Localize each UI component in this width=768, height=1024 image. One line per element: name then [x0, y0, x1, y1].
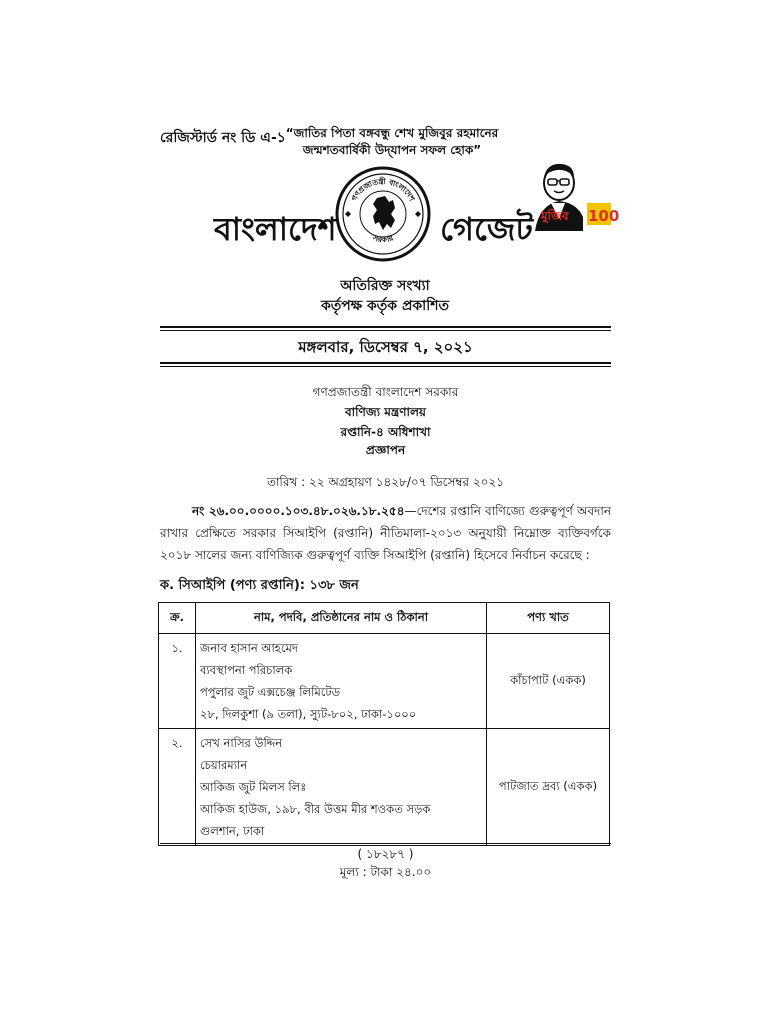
extra-number: অতিরিক্ত সংখ্যা [340, 278, 430, 294]
row-details [196, 729, 487, 846]
top-double-rule-1 [160, 326, 611, 328]
section-title: ক. সিআইপি (পণ্য রপ্তানি): ১৩৮ জন [160, 578, 359, 593]
table-header-row [159, 603, 610, 634]
table-row [159, 634, 610, 729]
government-seal-icon [333, 164, 433, 264]
row-serial: ১. [159, 634, 196, 729]
registration-number: রেজিস্টার্ড নং ডি এ-১ [160, 130, 286, 146]
notice-date: তারিখ : ২২ অগ্রহায়ণ ১৪২৮/০৭ ডিসেম্বর ২০২১ [266, 475, 505, 489]
top-double-rule-2 [160, 330, 611, 331]
price: মূল্য : টাকা ২৪.০০ [339, 865, 432, 879]
row-organization: আকিজ জুট মিলস লিঃ [200, 780, 307, 794]
page-number: ( ১৮২৮৭ ) [357, 847, 414, 861]
gazette-title-bangladesh: বাংলাদেশ [214, 210, 337, 248]
slogan-line-1: “জাতির পিতা বঙ্গবন্ধু শেখ মুজিবুর রহমানের [285, 126, 499, 140]
row-designation: চেয়ারম্যান [200, 758, 248, 772]
notice-paragraph [160, 500, 611, 566]
notice-title: প্রজ্ঞাপন [365, 443, 406, 457]
row-designation: ব্যবস্থাপনা পরিচালক [200, 663, 293, 677]
published-by: কর্তৃপক্ষ কর্তৃক প্রকাশিত [320, 298, 450, 314]
row-name: জনাব হাসান আহমেদ [200, 641, 298, 655]
row-address: ২৮, দিলকুশা (৯ তলা), স্যুট-৮০২, ঢাকা-১০০০ [200, 707, 417, 721]
seal-top-text: গণপ্রজাতন্ত্রী বাংলাদেশ [349, 176, 417, 203]
header-serial: ক্র. [159, 603, 196, 634]
row-organization: পপুলার জুট এক্সচেঞ্জ লিমিটেড [200, 685, 341, 699]
issuing-authority [160, 382, 611, 442]
row-address-2: গুলশান, ঢাকা [200, 824, 265, 838]
cip-table [158, 602, 610, 846]
portrait-logo-text: মুজিব [541, 209, 569, 223]
issue-date: মঙ্গলবার, ডিসেম্বর ৭, ২০২১ [298, 338, 473, 356]
row-serial: ২. [159, 729, 196, 846]
branch-name: রপ্তানি-৪ অধিশাখা [340, 425, 431, 439]
slogan-line-2: জন্মশতবার্ষিকী উদ্‌যাপন সফল হোক” [302, 143, 482, 157]
header-product: পণ্য খাত [487, 603, 610, 634]
notice-text: —দেশের রপ্তানি বাণিজ্যে গুরুত্বপূর্ণ অবদান রাখার প্রেক্ষিতে সরকার সিআইপি (রপ্তানি) নীতিমালা-২০১৩ অনুযায়ী নিম্নোক্ত ব্যক্তিবর্গকে ২০১৮ সালের জন্য বাণিজ্যিক গুরুত্বপূর্ণ ব্যক্তি সিআইপি (রপ্তানি) হিসেবে নির্বাচন করেছে : [160, 504, 612, 562]
government-name: গণপ্রজাতন্ত্রী বাংলাদেশ সরকার [312, 385, 459, 399]
row-name: সেখ নাসির উদ্দিন [200, 736, 283, 750]
bottom-double-rule-1 [160, 362, 611, 364]
portrait-logo-sub: বর্ষ [567, 222, 575, 230]
extra-issue-block [160, 276, 610, 316]
row-details [196, 634, 487, 729]
header-details: নাম, পদবি, প্রতিষ্ঠানের নাম ও ঠিকানা [196, 603, 487, 634]
notice-number: নং ২৬.০০.০০০০.১০৩.৪৮.০২৬.১৮.২৫৪ [192, 504, 405, 518]
centenary-slogan [282, 125, 502, 159]
row-address: আকিজ হাউজ, ১৯৮, বীর উত্তম মীর শওকত সড়ক [200, 802, 431, 816]
ministry-name: বাণিজ্য মন্ত্রণালয় [345, 405, 426, 419]
row-product: পাটজাত দ্রব্য (একক) [487, 729, 610, 846]
mujib-borsho-logo-icon [527, 157, 620, 231]
seal-bottom-text: সরকার [371, 233, 395, 245]
portrait-logo-number: 100 [588, 207, 620, 225]
row-product: কাঁচাপাট (একক) [487, 634, 610, 729]
gazette-title-gazette: গেজেট [440, 210, 533, 248]
bottom-double-rule-2 [160, 366, 611, 367]
table-row [159, 729, 610, 846]
footer-rule [160, 843, 611, 844]
